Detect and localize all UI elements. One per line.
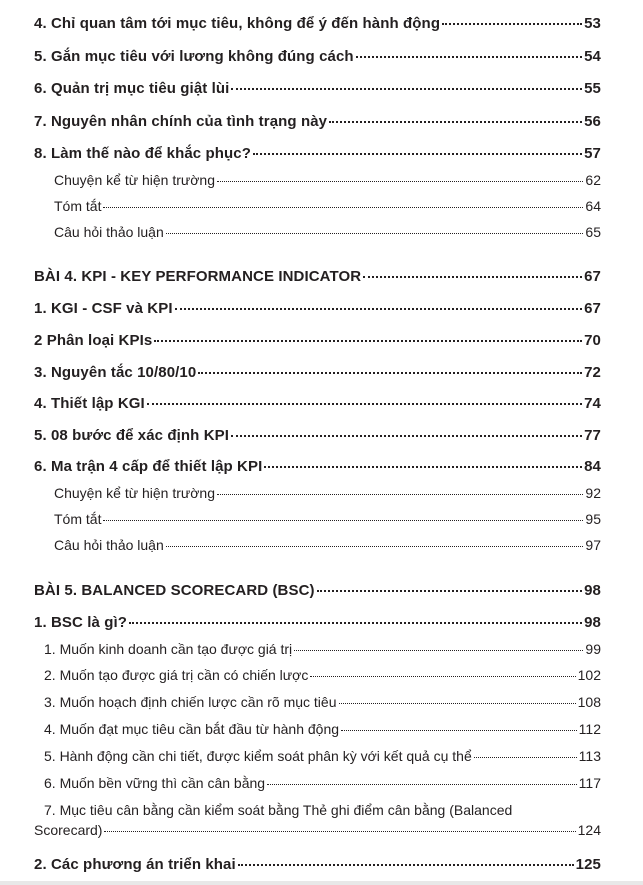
toc-entry-page: 53 <box>584 15 601 32</box>
toc-entry[interactable] <box>34 641 601 657</box>
toc-entry[interactable] <box>34 856 601 873</box>
leader-dots <box>231 435 582 437</box>
toc-entry[interactable] <box>34 48 601 65</box>
leader-dots <box>175 308 583 310</box>
toc-entry-page: 64 <box>585 198 601 214</box>
leader-dots <box>363 276 582 278</box>
leader-dots <box>267 784 577 785</box>
toc-entry[interactable] <box>34 694 601 710</box>
toc-entry-page: 77 <box>584 427 601 444</box>
toc-entry-title: 6. Quản trị mục tiêu giật lùi <box>34 80 230 97</box>
toc-entry-page: 98 <box>584 614 601 631</box>
toc-entry-title: 8. Làm thế nào để khắc phục? <box>34 145 252 162</box>
leader-dots <box>442 23 582 25</box>
toc-entry[interactable] <box>34 748 601 764</box>
leader-dots <box>217 494 583 495</box>
toc-entry-title: Tóm tắt <box>54 198 102 214</box>
toc-entry-page: 125 <box>575 856 601 873</box>
toc-entry-title: 1. BSC là gì? <box>34 614 127 631</box>
toc-entry[interactable] <box>34 224 601 240</box>
toc-entry-page: 92 <box>585 485 601 501</box>
toc-entry-title: 4. Thiết lập KGI <box>34 395 145 412</box>
toc-entry[interactable] <box>34 511 601 527</box>
toc-entry-title: 2. Các phương án triển khai <box>34 856 236 873</box>
toc-entry-page: 124 <box>577 822 601 838</box>
toc-entry-page: 113 <box>578 748 601 764</box>
toc-entry[interactable] <box>34 113 601 130</box>
toc-entry-title: Câu hỏi thảo luận <box>54 537 164 553</box>
toc-entry[interactable] <box>34 485 601 501</box>
toc-entry-title: Tóm tắt <box>54 511 102 527</box>
toc-entry-title: 6. Ma trận 4 cấp để thiết lập KPI <box>34 458 263 475</box>
toc-entry-page: 65 <box>585 224 601 240</box>
leader-dots <box>147 403 582 405</box>
toc-entry[interactable] <box>34 458 601 475</box>
toc-entry[interactable] <box>34 300 601 317</box>
leader-dots <box>104 831 575 832</box>
toc-entry-page: 112 <box>578 721 601 737</box>
leader-dots <box>231 88 582 90</box>
toc-entry-page: 84 <box>584 458 601 475</box>
toc-entry[interactable] <box>34 667 601 683</box>
toc-entry-page: 117 <box>578 775 601 791</box>
toc-entry-title: 5. 08 bước để xác định KPI <box>34 427 230 444</box>
toc-entry-title: 7. Nguyên nhân chính của tình trạng này <box>34 113 328 130</box>
toc-entry-page: 67 <box>584 268 601 285</box>
leader-dots <box>310 676 575 677</box>
toc-entry-page: 55 <box>584 80 601 97</box>
toc-entry[interactable] <box>34 582 601 599</box>
leader-dots <box>341 730 577 731</box>
toc-entry-page: 74 <box>584 395 601 412</box>
leader-dots <box>103 520 583 521</box>
toc-entry[interactable] <box>34 332 601 349</box>
leader-dots <box>166 546 584 547</box>
toc-entry[interactable] <box>34 172 601 188</box>
leader-dots <box>474 757 577 758</box>
leader-dots <box>294 650 583 651</box>
toc-entry-title: BÀI 4. KPI - KEY PERFORMANCE INDICATOR <box>34 268 362 285</box>
toc-entry-title: 1. KGI - CSF và KPI <box>34 300 173 317</box>
toc-entry-page: 70 <box>584 332 601 349</box>
leader-dots <box>198 372 582 374</box>
toc-entry-page: 72 <box>584 364 601 381</box>
leader-dots <box>317 590 583 592</box>
toc-entry[interactable] <box>34 15 601 32</box>
toc-entry[interactable] <box>34 80 601 97</box>
toc-entry[interactable] <box>34 198 601 214</box>
page-bottom-edge <box>0 881 643 885</box>
leader-dots <box>129 622 582 624</box>
toc-entry-title: 3. Nguyên tắc 10/80/10 <box>34 364 197 381</box>
toc-entry-title: 2. Muốn tạo được giá trị cần có chiến lược <box>44 667 309 683</box>
leader-dots <box>166 233 584 234</box>
leader-dots <box>264 466 582 468</box>
toc-entry-page: 67 <box>584 300 601 317</box>
toc-entry-title: 4. Muốn đạt mục tiêu cần bắt đầu từ hành động <box>44 721 340 737</box>
toc-entry-title: 4. Chỉ quan tâm tới mục tiêu, không để ý đến hành động <box>34 15 441 32</box>
leader-dots <box>356 56 582 58</box>
toc-entry[interactable] <box>34 721 601 737</box>
toc-entry[interactable] <box>34 395 601 412</box>
leader-dots <box>154 340 582 342</box>
leader-dots <box>329 121 582 123</box>
leader-dots <box>217 181 583 182</box>
toc-entry-title: BÀI 5. BALANCED SCORECARD (BSC) <box>34 582 315 599</box>
toc-entry-page: 97 <box>585 537 601 553</box>
leader-dots <box>238 864 574 866</box>
toc-entry-page: 54 <box>584 48 601 65</box>
toc-entry[interactable] <box>34 145 601 162</box>
toc-entry[interactable] <box>34 537 601 553</box>
toc-entry-page: 62 <box>585 172 601 188</box>
toc-entry-title-cont: Scorecard) <box>34 822 103 838</box>
toc-entry[interactable] <box>34 268 601 285</box>
toc-entry[interactable] <box>34 614 601 631</box>
toc-entry-title: 7. Mục tiêu cân bằng cần kiểm soát bằng Thẻ ghi điểm cân bằng (Balanced <box>44 802 513 818</box>
leader-dots <box>339 703 576 704</box>
toc-entry-page: 102 <box>577 667 601 683</box>
toc-entry-title: 1. Muốn kinh doanh cần tạo được giá trị <box>44 641 293 657</box>
toc-entry-title: Chuyện kể từ hiện trường <box>54 485 216 501</box>
toc-entry-title: 3. Muốn hoạch định chiến lược cần rõ mục tiêu <box>44 694 337 710</box>
toc-entry[interactable] <box>34 802 601 838</box>
toc-entry-page: 95 <box>585 511 601 527</box>
toc-entry-title: 5. Hành động cần chi tiết, được kiểm soát phân kỳ với kết quả cụ thể <box>44 748 472 764</box>
toc-entry-title: 6. Muốn bền vững thì cần cân bằng <box>44 775 266 791</box>
toc-entry-title: 2 Phân loại KPIs <box>34 332 153 349</box>
toc-entry[interactable] <box>34 775 601 791</box>
toc-entry-title: Câu hỏi thảo luận <box>54 224 164 240</box>
toc-entry-page: 98 <box>584 582 601 599</box>
toc-entry-title: 5. Gắn mục tiêu với lương không đúng cách <box>34 48 354 65</box>
toc-entry-page: 56 <box>584 113 601 130</box>
leader-dots <box>253 153 582 155</box>
toc-entry-page: 99 <box>585 641 601 657</box>
toc-entry-title: Chuyện kể từ hiện trường <box>54 172 216 188</box>
toc-entry-page: 57 <box>584 145 601 162</box>
leader-dots <box>103 207 583 208</box>
toc-entry[interactable] <box>34 427 601 444</box>
toc-entry[interactable] <box>34 364 601 381</box>
toc-entry-page: 108 <box>577 694 601 710</box>
